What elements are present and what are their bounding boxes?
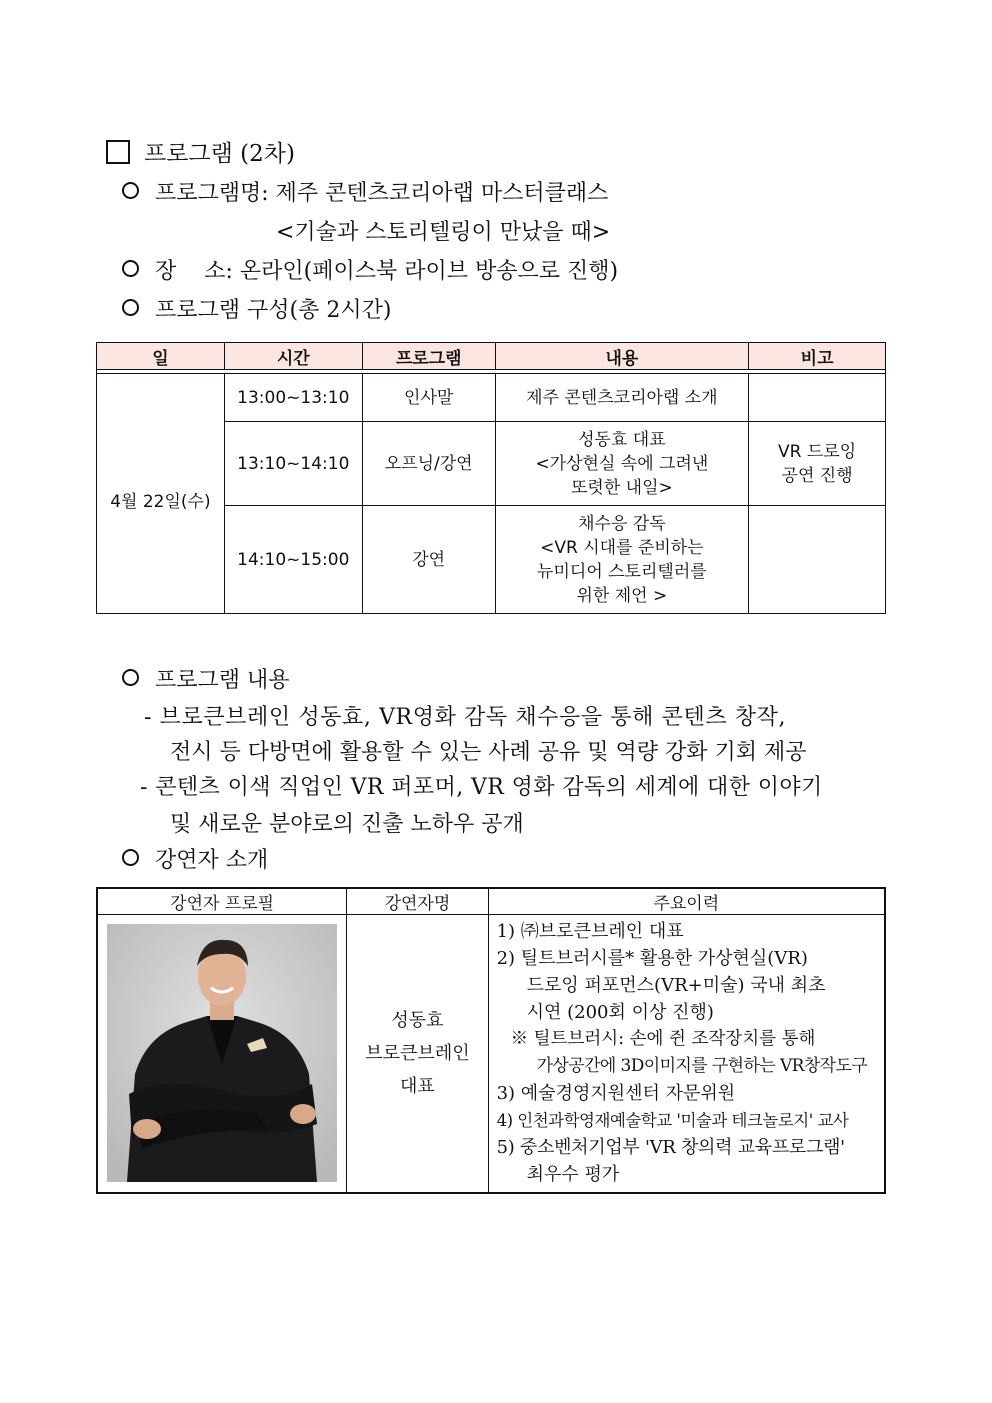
speaker-company: 브로큰브레인 bbox=[365, 1042, 470, 1064]
header-speaker-name: 강연자명 bbox=[347, 888, 488, 915]
circle-bullet-icon bbox=[122, 260, 139, 277]
career-item: 4) 인천과학영재예술학교 '미술과 테크놀로지' 교사 bbox=[496, 1111, 849, 1131]
content-line-2: 전시 등 다방면에 활용할 수 있는 사례 공유 및 역량 강화 기회 제공 bbox=[170, 740, 807, 765]
content-line: 뉴미디어 스토리텔러를 bbox=[537, 561, 707, 582]
speaker-name-cell bbox=[347, 915, 488, 1193]
content-heading-text: 프로그램 내용 bbox=[155, 668, 290, 693]
career-note: ※ 틸트브러시: 손에 쥔 조작장치를 통해 bbox=[510, 1029, 816, 1050]
career-item: 3) 예술경영지원센터 자문위원 bbox=[496, 1083, 736, 1105]
note-cell bbox=[749, 422, 886, 506]
content-line-3: - 콘텐츠 이색 직업인 VR 퍼포머, VR 영화 감독의 세계에 대한 이야기 bbox=[140, 775, 823, 800]
program-name-text: 프로그램명: 제주 콘텐츠코리아랩 마스터클래스 bbox=[155, 181, 609, 206]
header-time: 시간 bbox=[224, 343, 362, 370]
header-note: 비고 bbox=[749, 343, 886, 370]
header-profile: 강연자 프로필 bbox=[97, 888, 347, 915]
program-subtitle: <기술과 스토리텔링이 만났을 때> bbox=[276, 220, 611, 245]
venue-text: 장 소: 온라인(페이스북 라이브 방송으로 진행) bbox=[155, 259, 619, 284]
career-note-continued: 가상공간에 3D이미지를 구현하는 VR창작도구 bbox=[536, 1056, 868, 1077]
time-cell: 14:10~15:00 bbox=[224, 506, 362, 614]
content-line-4: 및 새로운 분야로의 진출 노하우 공개 bbox=[170, 812, 524, 837]
content-line: <가상현실 속에 그려낸 bbox=[535, 453, 709, 474]
schedule-table bbox=[96, 342, 886, 614]
content-line: 성동효 대표 bbox=[578, 429, 666, 450]
program-cell: 인사말 bbox=[362, 374, 495, 422]
header-content: 내용 bbox=[495, 343, 749, 370]
speaker-heading-text: 강연자 소개 bbox=[155, 848, 269, 873]
speaker-name: 성동효 bbox=[391, 1009, 444, 1031]
content-line: 위한 제언 > bbox=[576, 585, 668, 606]
content-cell bbox=[495, 422, 749, 506]
header-program: 프로그램 bbox=[362, 343, 495, 370]
content-line: 제주 콘텐츠코리아랩 소개 bbox=[526, 387, 718, 408]
content-line: <VR 시대를 준비하는 bbox=[540, 537, 704, 558]
circle-bullet-icon bbox=[122, 299, 139, 316]
program-cell: 강연 bbox=[362, 506, 495, 614]
note-cell bbox=[749, 374, 886, 422]
circle-bullet-icon bbox=[122, 849, 139, 866]
table-row bbox=[97, 374, 886, 422]
date-cell: 4월 22일(수) bbox=[97, 374, 225, 614]
content-line: 채수응 감독 bbox=[578, 513, 666, 534]
note-line: VR 드로잉 bbox=[778, 441, 857, 462]
time-cell: 13:10~14:10 bbox=[224, 422, 362, 506]
career-item-continued: 드로잉 퍼포먼스(VR+미술) 국내 최초 bbox=[526, 975, 826, 997]
speaker-photo bbox=[107, 924, 337, 1182]
time-cell: 13:00~13:10 bbox=[224, 374, 362, 422]
profile-cell bbox=[97, 915, 347, 1193]
note-line: 공연 진행 bbox=[781, 465, 853, 486]
career-item: 1) ㈜브로큰브레인 대표 bbox=[496, 921, 684, 943]
content-cell bbox=[495, 506, 749, 614]
content-line-1: - 브로큰브레인 성동효, VR영화 감독 채수응을 통해 콘텐츠 창작, bbox=[144, 705, 787, 730]
section-heading-text: 프로그램 (2차) bbox=[144, 141, 295, 167]
career-item: 5) 중소벤처기업부 'VR 창의력 교육프로그램' bbox=[496, 1137, 845, 1159]
composition-line bbox=[122, 296, 391, 326]
career-item: 2) 틸트브러시를* 활용한 가상현실(VR) bbox=[496, 948, 808, 970]
header-day: 일 bbox=[97, 343, 225, 370]
circle-bullet-icon bbox=[122, 669, 139, 686]
program-cell: 오프닝/강연 bbox=[362, 422, 495, 506]
content-heading-line bbox=[122, 666, 290, 696]
career-item-continued: 최우수 평가 bbox=[526, 1164, 620, 1186]
venue-line bbox=[122, 257, 618, 287]
content-cell bbox=[495, 374, 749, 422]
content-line: 또렷한 내일> bbox=[570, 477, 673, 498]
career-cell bbox=[488, 915, 885, 1193]
program-name-line bbox=[122, 179, 608, 209]
speaker-heading-line bbox=[122, 846, 268, 876]
note-cell bbox=[749, 506, 886, 614]
speaker-portrait-image bbox=[107, 924, 337, 1182]
composition-text: 프로그램 구성(총 2시간) bbox=[155, 298, 392, 323]
section-heading bbox=[106, 139, 295, 169]
career-item-continued: 시연 (200회 이상 진행) bbox=[526, 1002, 714, 1024]
speaker-table bbox=[96, 887, 886, 1194]
header-career: 주요이력 bbox=[488, 888, 885, 915]
speaker-title: 대표 bbox=[400, 1075, 435, 1097]
circle-bullet-icon bbox=[122, 182, 139, 199]
checkbox-square-icon bbox=[106, 140, 130, 164]
